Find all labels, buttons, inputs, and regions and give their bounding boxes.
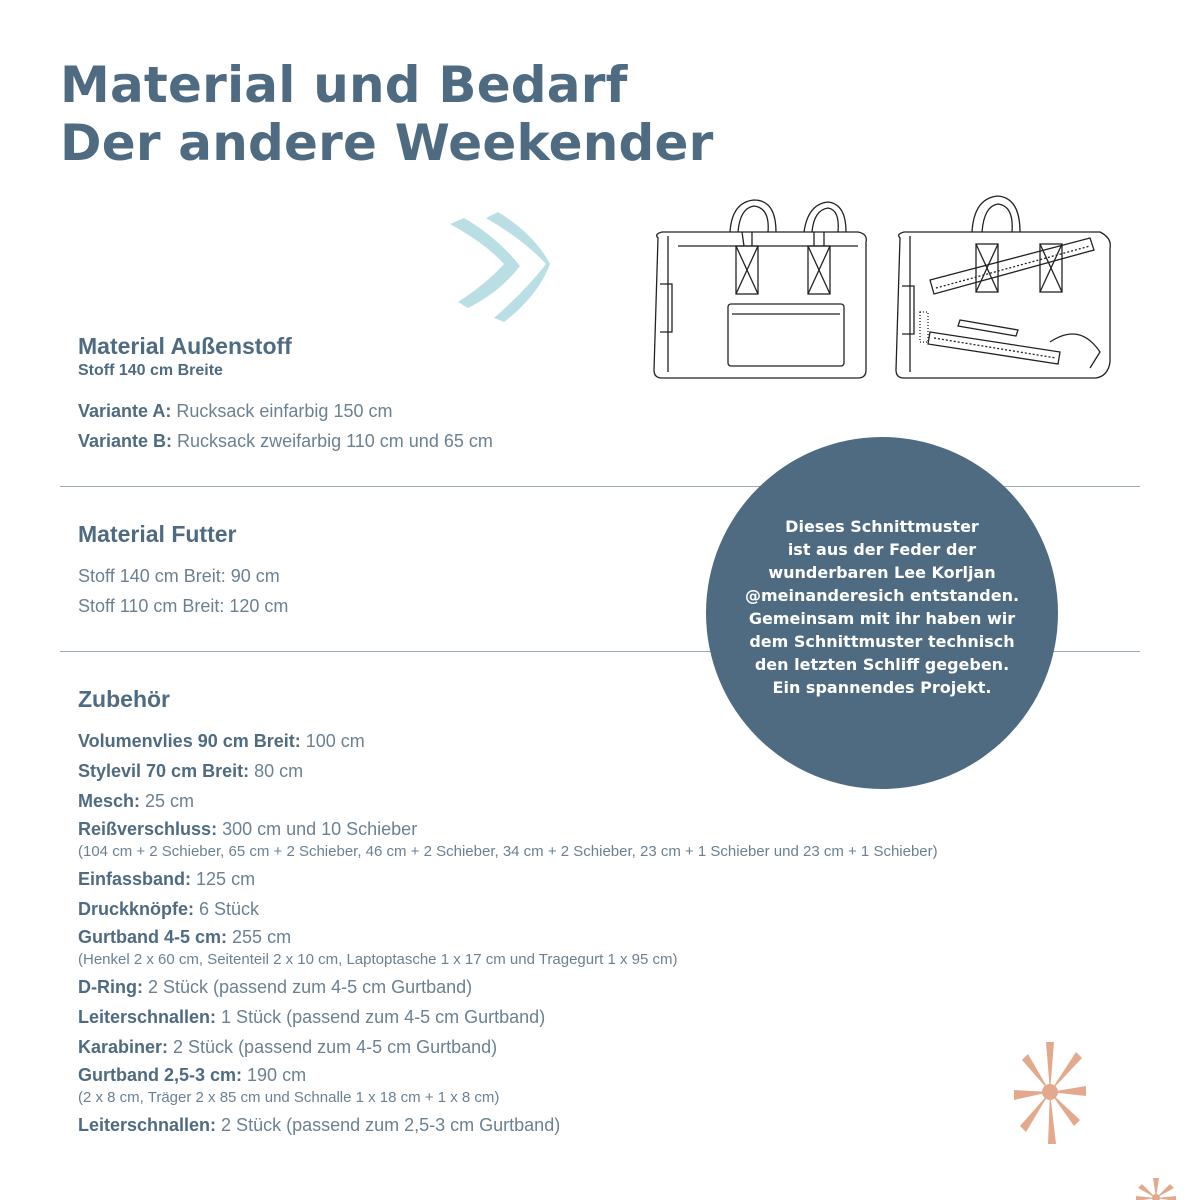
accessory-label: Einfassband: bbox=[78, 869, 192, 889]
page-title bbox=[60, 56, 713, 172]
lining-item-1: Stoff 140 cm Breit: 90 cm bbox=[78, 566, 280, 586]
accessory-item bbox=[78, 761, 303, 782]
accessory-value: 2 Stück (passend zum 2,5-3 cm Gurtband) bbox=[216, 1115, 561, 1135]
author-note-line: @meinanderesich entstanden. bbox=[744, 586, 1020, 605]
accessory-value: 6 Stück bbox=[194, 899, 260, 919]
accessory-label: Reißverschluss: bbox=[78, 819, 218, 839]
author-note-line: wunderbaren Lee Korljan bbox=[768, 563, 996, 582]
accessory-label: Gurtband 2,5-3 cm: bbox=[78, 1065, 243, 1085]
accessory-item bbox=[78, 927, 291, 948]
accessory-label: Druckknöpfe: bbox=[78, 899, 195, 919]
lining-item-2: Stoff 110 cm Breit: 120 cm bbox=[78, 596, 289, 616]
accessory-label: Gurtband 4-5 cm: bbox=[78, 927, 228, 947]
accessory-label: Stylevil 70 cm Breit: bbox=[78, 761, 250, 781]
accessory-item bbox=[78, 1007, 545, 1028]
outer-fabric-subheading: Stoff 140 cm Breite bbox=[78, 362, 223, 379]
accessories-heading: Zubehör bbox=[78, 686, 170, 712]
variant-b-value: Rucksack zweifarbig 110 cm und 65 cm bbox=[172, 431, 493, 451]
variant-a-line bbox=[78, 401, 392, 422]
title-line-1: Material und Bedarf bbox=[60, 56, 628, 114]
flower-icon bbox=[1134, 1176, 1178, 1200]
variant-b-line bbox=[78, 431, 493, 452]
bag-front-illustration bbox=[648, 192, 874, 386]
accessory-value: 80 cm bbox=[249, 761, 304, 781]
author-note-line: ist aus der Feder der bbox=[787, 540, 977, 559]
accessory-label: Volumenvlies 90 cm Breit: bbox=[78, 731, 301, 751]
accessory-item bbox=[78, 1115, 560, 1136]
author-note-line: den letzten Schliff gegeben. bbox=[754, 655, 1010, 674]
accessory-item bbox=[78, 731, 365, 752]
accessory-value: 1 Stück (passend zum 4-5 cm Gurtband) bbox=[216, 1007, 546, 1027]
author-note-text bbox=[706, 515, 1058, 699]
accessory-item bbox=[78, 1065, 306, 1086]
variant-b-label: Variante B: bbox=[78, 431, 173, 451]
outer-fabric-heading: Material Außenstoff bbox=[78, 333, 292, 359]
bag-open-illustration bbox=[890, 192, 1116, 386]
author-note-circle bbox=[706, 437, 1058, 789]
accessory-label: Karabiner: bbox=[78, 1037, 169, 1057]
accessory-item bbox=[78, 869, 255, 890]
author-note-line: Dieses Schnittmuster bbox=[785, 517, 979, 536]
accessory-label: Leiterschnallen: bbox=[78, 1115, 217, 1135]
accessory-item bbox=[78, 791, 194, 812]
author-note-line: Gemeinsam mit ihr haben wir bbox=[748, 609, 1016, 628]
accessory-note: (104 cm + 2 Schieber, 65 cm + 2 Schieber, 46 cm + 2 Schieber, 34 cm + 2 Schieber, 23 cm + 1 Schieber und 23 cm + 1 Schieber) bbox=[78, 843, 938, 860]
flower-icon bbox=[1012, 1036, 1086, 1148]
accessory-value: 255 cm bbox=[227, 927, 292, 947]
author-note-line: dem Schnittmuster technisch bbox=[749, 632, 1015, 651]
lining-heading: Material Futter bbox=[78, 521, 237, 547]
accessory-label: Mesch: bbox=[78, 791, 141, 811]
double-chevron-icon bbox=[446, 210, 558, 322]
accessory-note: (Henkel 2 x 60 cm, Seitenteil 2 x 10 cm, Laptoptasche 1 x 17 cm und Tragegurt 1 x 95 cm) bbox=[78, 951, 678, 968]
variant-a-value: Rucksack einfarbig 150 cm bbox=[171, 401, 393, 421]
variant-a-label: Variante A: bbox=[78, 401, 172, 421]
accessory-note: (2 x 8 cm, Träger 2 x 85 cm und Schnalle 1 x 18 cm + 1 x 8 cm) bbox=[78, 1089, 500, 1106]
accessory-item bbox=[78, 977, 472, 998]
accessory-label: Leiterschnallen: bbox=[78, 1007, 217, 1027]
accessory-item bbox=[78, 899, 259, 920]
accessory-label: D-Ring: bbox=[78, 977, 143, 997]
accessory-value: 2 Stück (passend zum 4-5 cm Gurtband) bbox=[168, 1037, 498, 1057]
accessory-value: 100 cm bbox=[300, 731, 365, 751]
title-line-2: Der andere Weekender bbox=[60, 114, 714, 172]
accessory-value: 190 cm bbox=[242, 1065, 307, 1085]
author-note-line: Ein spannendes Projekt. bbox=[772, 678, 992, 697]
accessory-value: 2 Stück (passend zum 4-5 cm Gurtband) bbox=[142, 977, 473, 997]
accessory-value: 300 cm und 10 Schieber bbox=[217, 819, 418, 839]
accessory-item bbox=[78, 819, 417, 840]
accessory-item bbox=[78, 1037, 497, 1058]
accessory-value: 25 cm bbox=[140, 791, 195, 811]
accessory-value: 125 cm bbox=[191, 869, 256, 889]
